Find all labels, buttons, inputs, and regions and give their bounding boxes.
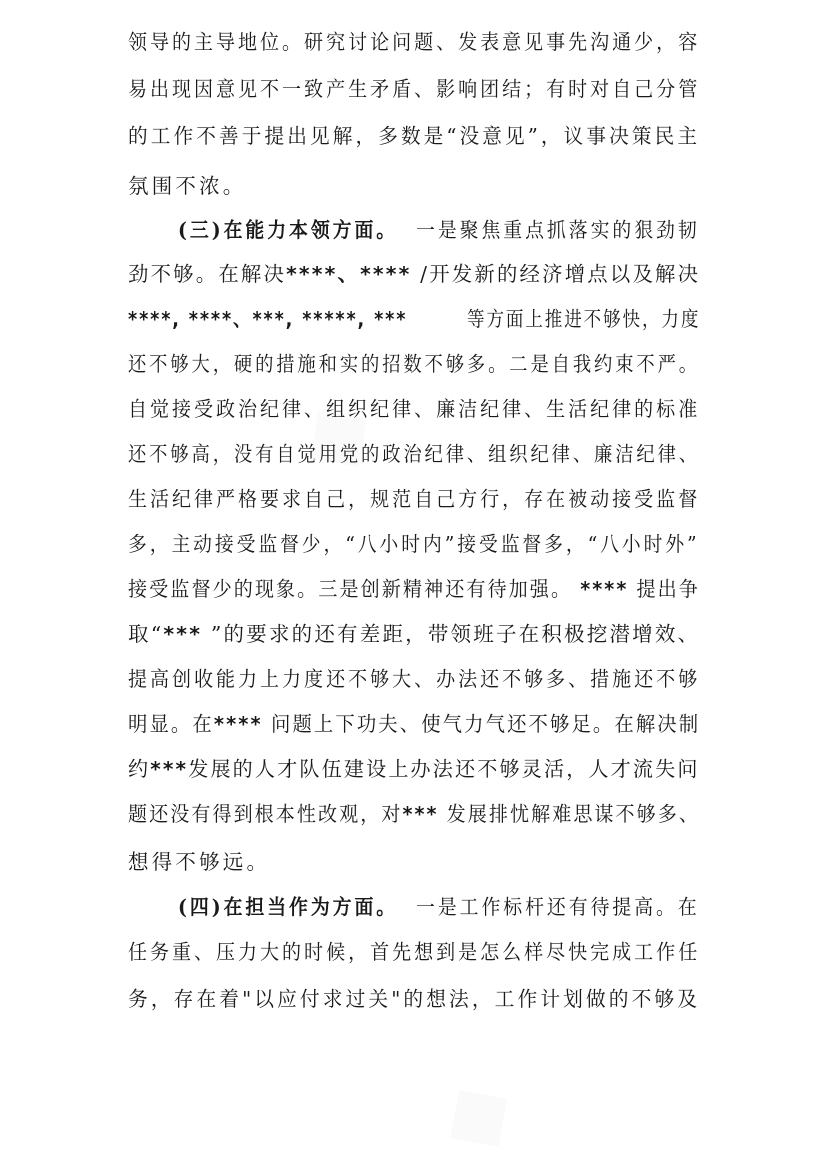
section-heading: (三)在能力本领方面。 bbox=[178, 218, 399, 242]
text-line: 氛围不浓。 bbox=[128, 174, 247, 198]
text-line: 还不够高，没有自觉用党的政治纪律、组织纪律、廉洁纪律、 bbox=[128, 442, 700, 466]
text-line: 劲不够。在解决****、**** /开发新的经济增点以及解决 bbox=[128, 262, 701, 286]
watermark: ◆ bbox=[416, 1049, 534, 1175]
section-heading: (四)在担当作为方面。 bbox=[178, 895, 399, 919]
text-line: 自觉接受政治纪律、组织纪律、廉洁纪律、生活纪律的标准 bbox=[128, 397, 701, 421]
text-line: 生活纪律严格要求自己，规范自己方行，存在被动接受监督 bbox=[128, 487, 701, 511]
text-line: 题还没有得到根本性改观，对*** 发展排忧解难思谋不够多、 bbox=[128, 802, 701, 826]
text-line: 想得不够远。 bbox=[128, 850, 271, 874]
text-line: 约***发展的人才队伍建设上办法还不够灵活，人才流失问 bbox=[128, 757, 700, 781]
text-line: 提高创收能力上力度还不够大、办法还不够多、措施还不够 bbox=[128, 667, 701, 691]
text-line: 领导的主导地位。研究讨论问题、发表意见事先沟通少，容 bbox=[128, 30, 701, 54]
text-line: (三)在能力本领方面。 一是聚焦重点抓落实的狠劲韧 bbox=[178, 218, 700, 242]
text-line: 还不够大，硬的措施和实的招数不够多。二是自我约束不严。 bbox=[128, 352, 700, 376]
text-line: 的工作不善于提出见解，多数是“没意见”，议事决策民主 bbox=[128, 124, 701, 148]
text-line: 明显。在**** 问题上下功夫、使气力气还不够足。在解决制 bbox=[128, 712, 701, 736]
text-line: 接受监督少的现象。三是创新精神还有待加强。 **** 提出争 bbox=[128, 577, 700, 601]
text-line: 易出现因意见不一致产生矛盾、影响团结；有时对自己分管 bbox=[128, 77, 701, 101]
watermark: ◆ bbox=[276, 369, 394, 496]
text-line: (四)在担当作为方面。 一是工作标杆还有待提高。在 bbox=[178, 895, 700, 919]
text-line: 务，存在着"以应付求过关"的想法，工作计划做的不够及 bbox=[128, 987, 701, 1011]
text-line: 取“*** ”的要求的还有差距，带领班子在积极挖潜增效、 bbox=[128, 622, 701, 646]
text-line: ****, ****、***, *****, *** 等方面上推进不够快，力度 bbox=[128, 307, 701, 331]
text-line: 任务重、压力大的时候，首先想到是怎么样尽快完成工作任 bbox=[128, 940, 701, 964]
text-line: 多，主动接受监督少，“八小时内”接受监督多，“八小时外” bbox=[128, 532, 700, 556]
